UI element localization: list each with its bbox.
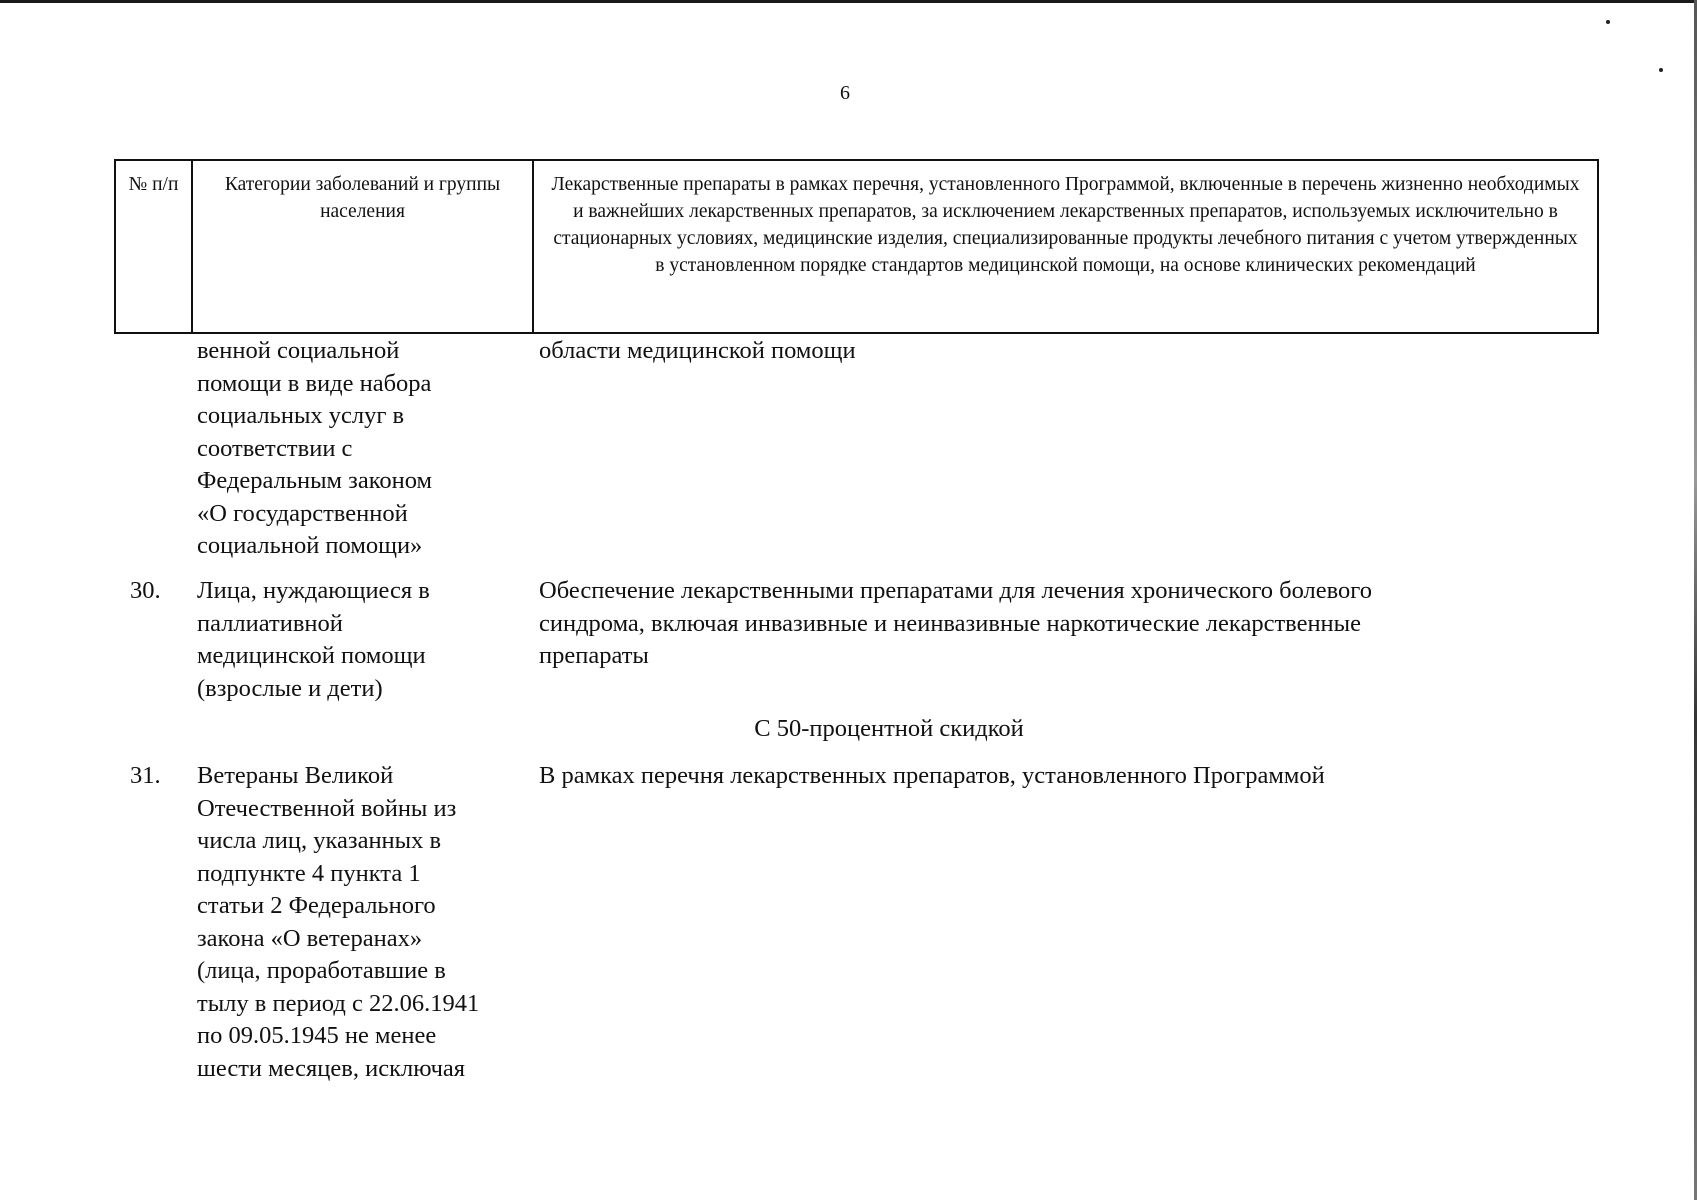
scan-speck — [1659, 68, 1663, 72]
category-line: соответствии с — [197, 434, 353, 462]
scan-speck — [1606, 20, 1610, 24]
scan-top-edge — [0, 0, 1697, 3]
category-line: Федеральным законом — [197, 467, 433, 494]
category-line: по 09.05.1945 не менее — [197, 1022, 437, 1049]
header-col-number: № п/п — [116, 161, 193, 332]
page-number: 6 — [840, 82, 850, 104]
category-line: закона «О ветеранах» — [197, 924, 423, 952]
medicines-line: Обеспечение лекарственными препаратами для лечения хронического болевого — [539, 577, 1372, 604]
category-line: паллиативной — [197, 609, 343, 637]
category-line: венной социальной — [197, 337, 400, 364]
category-line: шести месяцев, исключая — [197, 1054, 466, 1082]
category-line: Лица, нуждающиеся в — [197, 577, 430, 604]
continuation-medicines: области медицинской помощи — [539, 337, 856, 364]
category-line: подпункте 4 пункта 1 — [197, 859, 421, 887]
row-31-category — [197, 760, 537, 1085]
category-line: медицинской помощи — [197, 642, 426, 669]
row-30-medicines — [539, 575, 1599, 673]
category-line: Отечественной войны из — [197, 794, 457, 822]
category-line: числа лиц, указанных в — [197, 827, 442, 854]
category-line: социальной помощи» — [197, 532, 423, 559]
table-header — [114, 159, 1599, 334]
category-line: социальных услуг в — [197, 402, 405, 429]
category-line: «О государственной — [197, 499, 408, 527]
continuation-category — [197, 335, 537, 563]
row-31-medicines: В рамках перечня лекарственных препаратов, установленного Программой — [539, 762, 1325, 789]
row-31-number: 31. — [130, 762, 161, 789]
row-30-category — [197, 575, 537, 705]
medicines-line: синдрома, включая инвазивные и неинвазивные наркотические лекарственные — [539, 609, 1362, 637]
category-line: (лица, проработавшие в — [197, 957, 446, 984]
header-col-medicines: Лекарственные препараты в рамках перечня, установленного Программой, включенные в перечень жизненно необходимых и важнейших лекарственных препаратов, за исключением лекарственных препаратов, используемых исключительно в стационарных условиях, медицинские изделия, специализированные продукты лечебного питания с учетом утвержденных в установленном порядке стандартов медицинской помощи, на основе клинических рекомендаций — [551, 174, 1580, 276]
medicines-line: препараты — [539, 642, 649, 669]
row-30-number: 30. — [130, 577, 161, 604]
category-line: (взрослые и дети) — [197, 674, 383, 702]
category-line: Ветераны Великой — [197, 762, 394, 789]
header-col-categories: Категории заболеваний и группы населения — [193, 161, 534, 332]
category-line: статьи 2 Федерального — [197, 892, 436, 919]
category-line: тылу в период с 22.06.1941 — [197, 989, 480, 1017]
section-heading: С 50-процентной скидкой — [754, 715, 1024, 742]
category-line: помощи в виде набора — [197, 369, 432, 397]
